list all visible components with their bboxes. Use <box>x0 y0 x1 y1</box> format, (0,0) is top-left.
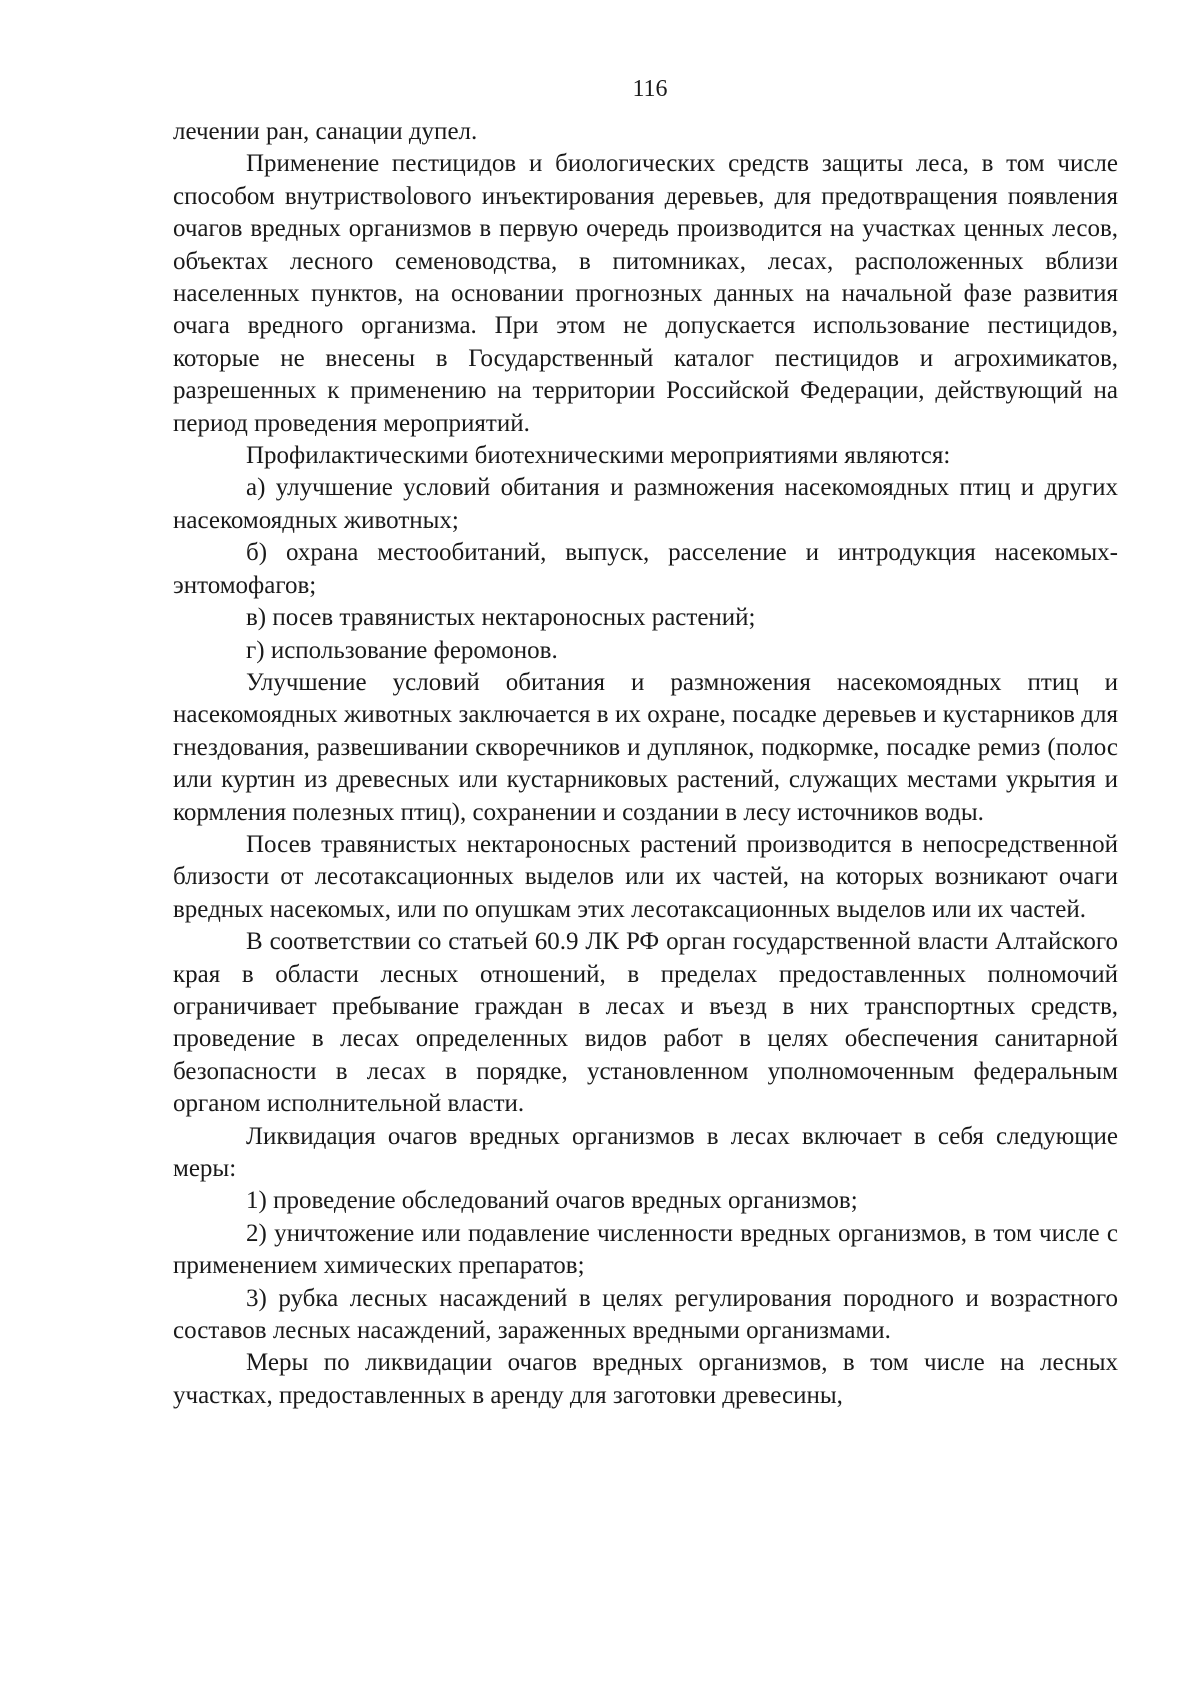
document-body <box>173 116 1118 1412</box>
paragraph-liquidation-intro: Ликвидация очагов вредных организмов в лесах включает в себя следующие меры: <box>173 1122 1118 1182</box>
list-item-v: в) посев травянистых нектароносных растений; <box>246 604 756 632</box>
paragraph-birds: Улучшение условий обитания и размножения насекомоядных птиц и насекомоядных животных заключается в их охране, посадке деревьев и кустарников для гнездования, развешивании скворечников и дуплянок, подкормке, посадке ремиз (полос или куртин из древесных или кустарниковых растений, служащих местами укрытия и кормления полезных птиц), сохранении и создании в лесу источников воды. <box>173 668 1118 826</box>
list-item-2: 2) уничтожение или подавление численности вредных организмов, в том числе с применением химических препаратов; <box>173 1219 1118 1280</box>
paragraph-pesticides: Применение пестицидов и биологических средств защиты леса, в том числе способом внутриствolового инъектирования деревьев, для предотвращения появления очагов вредных организмов в первую очередь производится на участках ценных лесов, объектах лесного семеноводства, в питомниках, лесах, расположенных вблизи населенных пунктов, на основании прогнозных данных на начальной фазе развития очага вредного организма. При этом не допускается использование пестицидов, которые не внесены в Государственный каталог пестицидов и агрохимикатов, разрешенных к применению на территории Российской Федерации, действующий на период проведения мероприятий. <box>173 150 1118 437</box>
paragraph-biotech-intro: Профилактическими биотехническими мероприятиями являются: <box>246 442 951 470</box>
list-item-g: г) использование феромонов. <box>246 636 558 664</box>
paragraph-continuation: лечении ран, санации дупел. <box>173 118 478 145</box>
paragraph-liquidation-measures: Меры по ликвидации очагов вредных организмов, в том числе на лесных участках, предоставленных в аренду для заготовки древесины, <box>173 1349 1118 1409</box>
paragraph-nectar-plants: Посев травянистых нектароносных растений производится в непосредственной близости от лесотаксационных выделов или их частей, на которых возникают очаги вредных насекомых, или по опушкам этих лесотаксационных выделов или их частей. <box>173 830 1118 923</box>
list-item-1: 1) проведение обследований очагов вредных организмов; <box>246 1187 858 1215</box>
page-number: 116 <box>632 76 668 102</box>
paragraph-article-60-9: В соответствии со статьей 60.9 ЛК РФ орган государственной власти Алтайского края в области лесных отношений, в пределах предоставленных полномочий ограничивает пребывание граждан в лесах и въезд в них транспортных средств, проведение в лесах определенных видов работ в целях обеспечения санитарной безопасности в лесах в порядке, установленном уполномоченным федеральным органом исполнительной власти. <box>173 928 1118 1118</box>
list-item-b: б) охрана местообитаний, выпуск, расселение и интродукция насекомых-энтомофагов; <box>173 539 1118 599</box>
list-item-a: а) улучшение условий обитания и размножения насекомоядных птиц и других насекомоядных животных; <box>173 474 1118 534</box>
list-item-3: 3) рубка лесных насаждений в целях регулирования породного и возрастного составов лесных насаждений, зараженных вредными организмами. <box>173 1284 1118 1345</box>
